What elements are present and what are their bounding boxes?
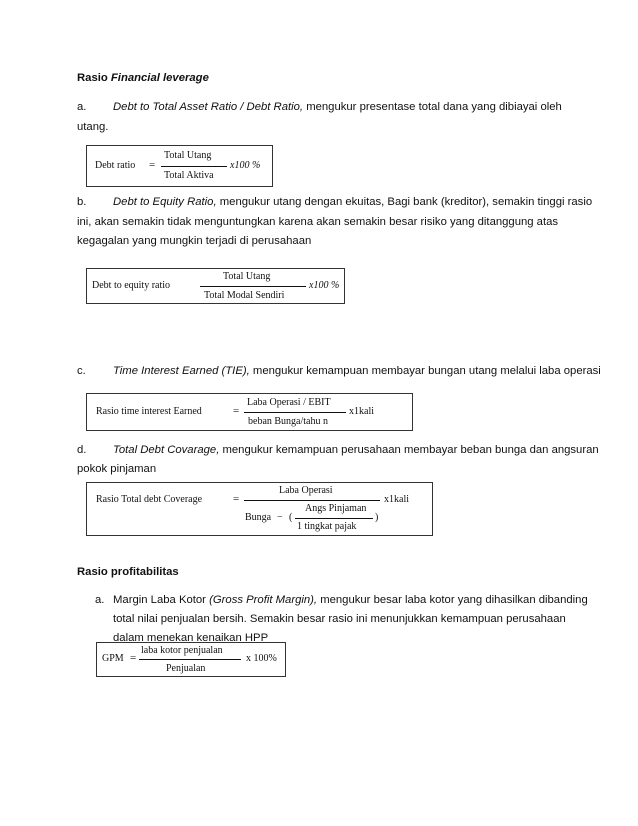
item-d-text: Total Debt Covarage, mengukur kemampuan perusahaan membayar beban bunga dan angsuran: [113, 444, 599, 456]
profit-item-marker: a.: [95, 594, 105, 606]
item-a-text: Debt to Total Asset Ratio / Debt Ratio, mengukur presentase total dana yang dibiayai oleh: [113, 101, 562, 113]
formula-multiplier: x1kali: [349, 406, 374, 417]
profit-item-text-line2: total nilai penjualan bersih. Semakin besar rasio ini menunjukkan kemampuan perusahaan: [113, 613, 566, 625]
formula-close-paren: ): [375, 512, 379, 523]
formula-debt-to-equity: [86, 268, 345, 304]
fraction-bar: [200, 286, 306, 287]
formula-denominator: Total Aktiva: [164, 170, 214, 181]
leverage-heading: Rasio Financial leverage: [77, 72, 209, 84]
formula-total-debt-coverage: [86, 482, 433, 536]
formula-denominator: Penjualan: [166, 663, 206, 674]
item-d-text-line2: pokok pinjaman: [77, 463, 157, 475]
formula-debt-ratio: [86, 145, 273, 187]
formula-multiplier: x100 %: [309, 280, 340, 291]
formula-lhs: Debt ratio: [95, 160, 136, 171]
formula-denominator: beban Bunga/tahu n: [248, 416, 328, 427]
formula-numerator: laba kotor penjualan: [141, 645, 223, 656]
fraction-bar: [161, 166, 227, 167]
formula-sub-numerator: Angs Pinjaman: [305, 503, 367, 514]
profit-item-text-line3: dalam menekan kenaikan HPP: [113, 632, 269, 644]
formula-numerator: Total Utang: [164, 150, 212, 161]
formula-open-paren: (: [289, 512, 293, 523]
formula-minus: −: [277, 512, 283, 523]
fraction-bar: [139, 659, 241, 660]
item-d-marker: d.: [77, 444, 87, 456]
formula-tie: [86, 393, 413, 431]
fraction-bar: [244, 412, 346, 413]
fraction-bar: [244, 500, 380, 501]
item-a-marker: a.: [77, 101, 87, 113]
formula-numerator: Laba Operasi / EBIT: [247, 397, 331, 408]
formula-equals: =: [149, 159, 156, 171]
profit-item-text: Margin Laba Kotor (Gross Profit Margin), mengukur besar laba kotor yang dihasilkan dibanding: [113, 594, 588, 606]
item-c-marker: c.: [77, 365, 86, 377]
formula-lhs: Rasio time interest Earned: [96, 406, 202, 417]
formula-equals: =: [233, 493, 240, 505]
item-b-text-line2: ini, akan semakin tidak menguntungkan karena akan semakin besar risiko yang ditanggung atas: [77, 216, 559, 228]
formula-sub-denominator: 1 tingkat pajak: [297, 521, 357, 532]
formula-numerator: Laba Operasi: [279, 485, 333, 496]
formula-numerator: Total Utang: [223, 271, 271, 282]
formula-multiplier: x100 %: [230, 160, 261, 171]
formula-equals: =: [233, 405, 240, 417]
profit-heading: Rasio profitabilitas: [77, 566, 179, 578]
profit-item-title: Margin Laba Kotor: [113, 594, 210, 606]
formula-lhs: GPM: [102, 653, 124, 664]
item-b-title: Debt to Equity Ratio,: [113, 196, 217, 208]
item-c-title: Time Interest Earned (TIE),: [113, 365, 250, 377]
sub-fraction-bar: [295, 518, 373, 519]
item-b-text-line3: kegagalan yang mungkin terjadi di perusahaan: [77, 235, 312, 247]
formula-denominator: Total Modal Sendiri: [204, 290, 285, 301]
item-b-text: Debt to Equity Ratio, mengukur utang dengan ekuitas, Bagi bank (kreditor), semakin tinggi rasio: [113, 196, 593, 208]
formula-lhs: Debt to equity ratio: [92, 280, 171, 291]
formula-multiplier: x1kali: [384, 494, 409, 505]
formula-multiplier: x 100%: [246, 653, 277, 664]
item-d-title: Total Debt Covarage,: [113, 444, 220, 456]
item-b-marker: b.: [77, 196, 87, 208]
item-a-title: Debt to Total Asset Ratio / Debt Ratio,: [113, 101, 304, 113]
formula-den-left: Bunga: [245, 512, 272, 523]
formula-lhs: Rasio Total debt Coverage: [96, 494, 203, 505]
item-a-text-line2: utang.: [77, 121, 109, 133]
formula-gpm: [96, 642, 286, 677]
item-c-text: Time Interest Earned (TIE), mengukur kemampuan membayar bungan utang melalui laba operasi: [113, 365, 601, 377]
formula-equals: =: [130, 652, 137, 664]
